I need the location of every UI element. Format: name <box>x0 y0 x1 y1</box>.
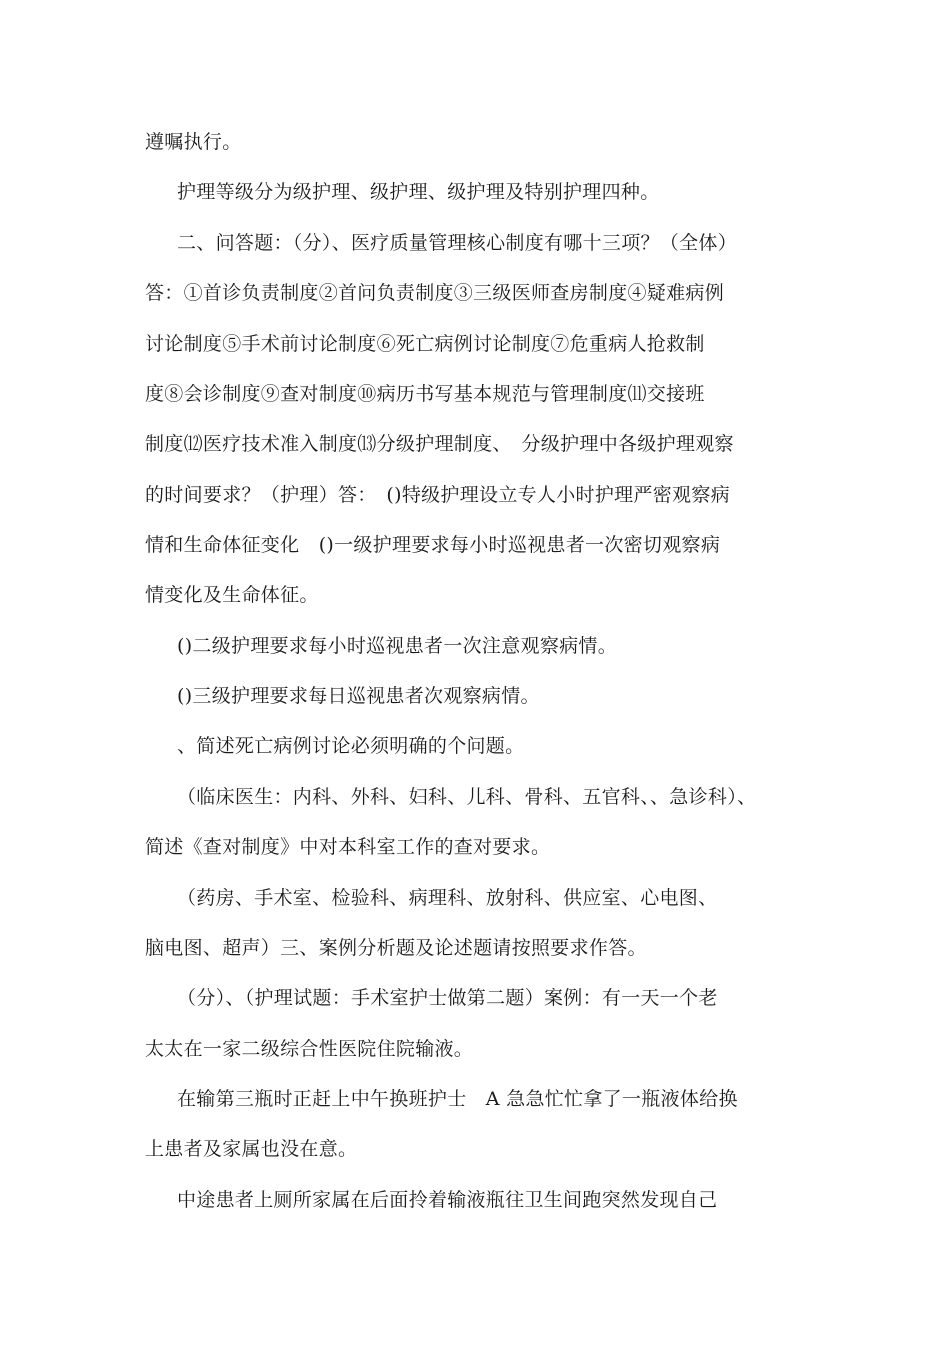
text-line: 在输第三瓶时正赶上中午换班护士 A 急急忙忙拿了一瓶液体给换 <box>177 1088 738 1110</box>
text-line: 情和生命体征变化 ()一级护理要求每小时巡视患者一次密切观察病 <box>145 534 721 556</box>
text-line: （临床医生：内科、外科、妇科、儿科、骨科、五官科、、急诊科）、 <box>177 786 757 808</box>
text-line: 制度⑿医疗技术准入制度⒀分级护理制度、 分级护理中各级护理观察 <box>145 433 734 455</box>
text-line: 护理等级分为级护理、级护理、级护理及特别护理四种。 <box>177 181 660 203</box>
text-line: 遵嘱执行。 <box>145 131 242 153</box>
text-line: 的时间要求？（护理）答： ()特级护理设立专人小时护理严密观察病 <box>145 484 730 506</box>
text-line: 度⑧会诊制度⑨查对制度⑩病历书写基本规范与管理制度⑾交接班 <box>145 383 705 405</box>
text-line: 太太在一家二级综合性医院住院输液。 <box>145 1038 474 1060</box>
text-line: （分）、（护理试题：手术室护士做第二题）案例：有一天一个老 <box>177 987 718 1009</box>
text-line: 答：①首诊负责制度②首问负责制度③三级医师查房制度④疑难病例 <box>145 282 725 304</box>
text-line: （药房、手术室、检验科、病理科、放射科、供应室、心电图、 <box>177 887 718 909</box>
text-line: 讨论制度⑤手术前讨论制度⑥死亡病例讨论制度⑦危重病人抢救制 <box>145 333 705 355</box>
text-line: 上患者及家属也没在意。 <box>145 1138 358 1160</box>
text-line: 情变化及生命体征。 <box>145 584 319 606</box>
text-line: 脑电图、超声）三、案例分析题及论述题请按照要求作答。 <box>145 937 647 959</box>
text-line: ()三级护理要求每日巡视患者次观察病情。 <box>177 685 540 707</box>
text-line: 简述《查对制度》中对本科室工作的查对要求。 <box>145 836 551 858</box>
text-line: 中途患者上厕所家属在后面拎着输液瓶往卫生间跑突然发现自己 <box>177 1189 718 1211</box>
text-line: 二、问答题：（分）、医疗质量管理核心制度有哪十三项？（全体） <box>177 232 738 254</box>
text-line: ()二级护理要求每小时巡视患者一次注意观察病情。 <box>177 635 618 657</box>
text-line: 、简述死亡病例讨论必须明确的个问题。 <box>177 735 525 757</box>
